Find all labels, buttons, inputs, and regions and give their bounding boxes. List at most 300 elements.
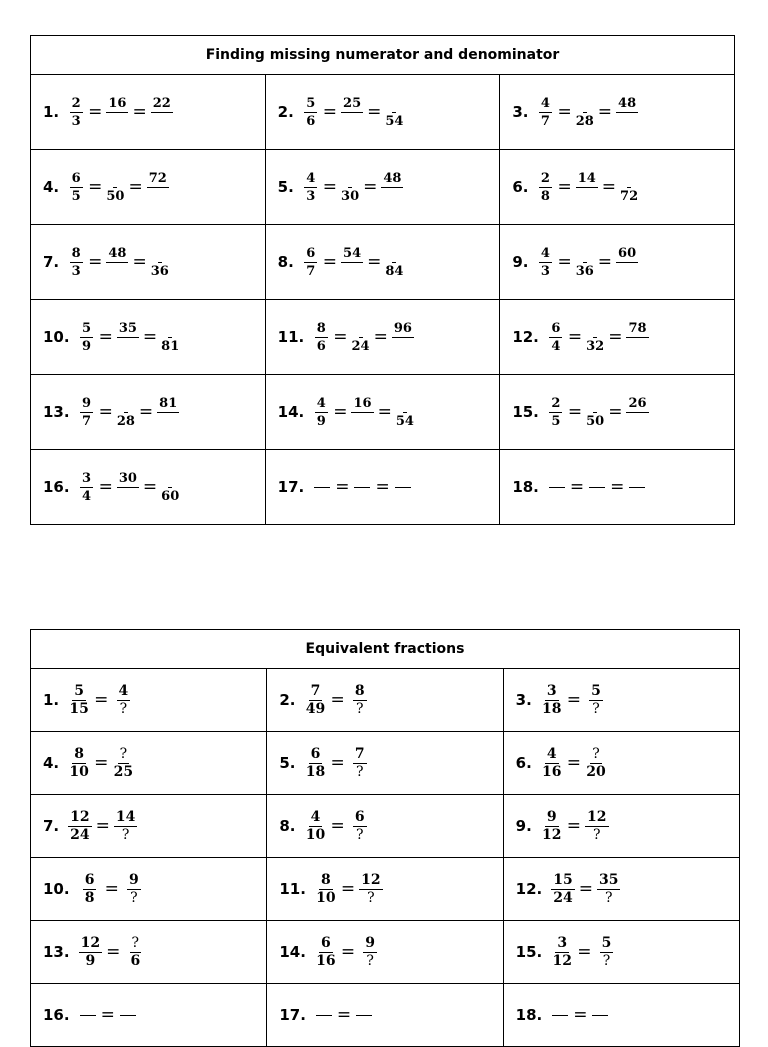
problem-cell <box>267 921 503 984</box>
problem-cell <box>500 225 735 300</box>
numerator: 60 <box>618 245 637 261</box>
table-row <box>31 75 735 150</box>
fraction <box>576 245 594 280</box>
numerator: 8 <box>74 745 85 762</box>
denominator: ? <box>119 700 128 717</box>
equals-sign: = <box>610 477 625 497</box>
numerator: 6 <box>306 245 316 261</box>
equals-sign: = <box>340 879 356 899</box>
table-row <box>31 795 740 858</box>
equals-sign: = <box>597 252 613 272</box>
equation <box>67 746 135 781</box>
denominator: 60 <box>161 488 180 504</box>
denominator: 54 <box>385 113 404 129</box>
table-row <box>31 150 735 225</box>
equals-sign: = <box>566 816 582 836</box>
problem-number: 15. <box>515 943 543 961</box>
problem <box>267 935 502 970</box>
fraction <box>303 95 319 130</box>
equals-sign: = <box>566 753 582 773</box>
blank-fraction-line <box>120 1015 136 1016</box>
problem-cell <box>503 921 739 984</box>
fraction <box>620 170 638 205</box>
numerator: 4 <box>118 682 129 699</box>
equals-sign: = <box>567 327 583 347</box>
denominator: 3 <box>540 263 550 279</box>
problem-number: 16. <box>43 478 70 496</box>
equals-sign: = <box>567 402 583 422</box>
denominator: ? <box>355 700 364 717</box>
problem <box>266 395 500 430</box>
problem <box>500 95 734 130</box>
table-row <box>31 300 735 375</box>
equation <box>547 477 648 497</box>
problem-number: 6. <box>515 754 532 772</box>
equation <box>550 1005 610 1025</box>
problem <box>500 395 734 430</box>
problem-number: 7. <box>43 817 60 835</box>
numerator: 22 <box>152 95 171 111</box>
problem-cell <box>500 375 735 450</box>
problem-cell <box>31 669 267 732</box>
fraction <box>551 935 573 970</box>
equals-sign: = <box>569 477 585 497</box>
equation <box>303 746 371 781</box>
numerator: 30 <box>118 470 137 486</box>
table-title: Finding missing numerator and denominator <box>31 36 735 75</box>
fraction <box>616 95 638 130</box>
fraction <box>359 935 381 970</box>
equals-sign: = <box>367 252 382 272</box>
denominator: ? <box>592 700 600 717</box>
fraction <box>626 320 648 355</box>
problem-number: 5. <box>279 754 296 772</box>
problem <box>267 872 502 907</box>
problem-number: 3. <box>512 103 529 121</box>
problem-number: 13. <box>43 943 70 961</box>
problem-cell <box>31 795 267 858</box>
equation <box>78 320 181 355</box>
fraction <box>79 470 95 505</box>
fraction <box>576 170 598 205</box>
equals-sign: = <box>375 477 390 497</box>
equals-sign: = <box>106 942 121 962</box>
equation <box>78 935 148 970</box>
problem <box>31 95 265 130</box>
numerator: 48 <box>618 95 637 111</box>
blank-fraction-line <box>354 487 370 488</box>
numerator: 3 <box>557 934 568 951</box>
problem-cell <box>31 375 266 450</box>
fraction <box>341 95 363 130</box>
equals-sign: = <box>340 942 356 962</box>
problem-number: 18. <box>512 478 539 496</box>
problem-number: 4. <box>43 178 60 196</box>
equation <box>312 477 413 497</box>
problem-number: 14. <box>279 943 306 961</box>
denominator: 9 <box>316 413 326 429</box>
fraction <box>151 95 173 130</box>
equals-sign: = <box>132 102 147 122</box>
denominator: 16 <box>542 763 562 780</box>
problem-number: 11. <box>279 880 306 898</box>
blank-fraction-line <box>80 1015 96 1016</box>
denominator: 8 <box>540 188 550 204</box>
fraction <box>117 395 135 430</box>
equals-sign: = <box>578 879 593 899</box>
blank-fraction-line <box>316 1015 332 1016</box>
denominator: 8 <box>84 889 95 906</box>
fraction <box>359 872 382 907</box>
numerator: 8 <box>71 245 81 261</box>
numerator <box>583 245 587 263</box>
fraction <box>79 320 95 355</box>
fraction <box>595 935 617 970</box>
equals-sign: = <box>88 177 103 197</box>
problem-number: 12. <box>515 880 543 898</box>
problem-cell <box>31 984 267 1047</box>
numerator: 26 <box>628 395 647 411</box>
problem-number: 6. <box>512 178 529 196</box>
denominator: 16 <box>316 952 336 969</box>
blank-fraction-line <box>592 1015 608 1016</box>
equals-sign: = <box>335 477 350 497</box>
numerator: 12 <box>70 808 90 825</box>
problem-number: 4. <box>43 754 60 772</box>
numerator: 4 <box>310 808 321 825</box>
problem-cell <box>31 921 267 984</box>
equals-sign: = <box>95 816 110 836</box>
problem-number: 7. <box>43 253 60 271</box>
problem-cell <box>503 669 739 732</box>
denominator: 6 <box>316 338 326 354</box>
denominator: 28 <box>116 413 135 429</box>
numerator: 6 <box>71 170 81 186</box>
fraction <box>117 320 139 355</box>
numerator: 54 <box>343 245 362 261</box>
numerator <box>583 95 587 113</box>
fraction <box>349 809 371 844</box>
denominator: 84 <box>385 263 404 279</box>
fraction <box>315 872 337 907</box>
fraction <box>112 683 134 718</box>
fraction <box>68 746 90 781</box>
problem-cell <box>503 984 739 1047</box>
denominator: 15 <box>69 700 89 717</box>
numerator: 5 <box>82 320 92 336</box>
problem <box>31 245 265 280</box>
numerator: 4 <box>306 170 316 186</box>
problem-number: 15. <box>512 403 539 421</box>
problem-number: 17. <box>277 478 305 496</box>
denominator: 24 <box>553 889 573 906</box>
equation <box>303 809 371 844</box>
equation <box>312 395 415 430</box>
fraction <box>157 395 179 430</box>
equals-sign: = <box>322 177 338 197</box>
equals-sign: = <box>138 402 154 422</box>
problem-cell <box>265 225 500 300</box>
numerator: ? <box>131 934 140 951</box>
equation <box>540 683 608 718</box>
equation <box>302 95 405 130</box>
numerator: 35 <box>118 320 137 336</box>
fraction <box>381 170 403 205</box>
problem-number: 9. <box>512 253 529 271</box>
problem-cell <box>267 984 503 1047</box>
numerator: 8 <box>321 871 331 888</box>
fraction <box>626 395 648 430</box>
numerator: 14 <box>577 170 596 186</box>
equals-sign: = <box>577 942 592 962</box>
blank-fraction-line <box>589 487 605 488</box>
equals-sign: = <box>333 402 348 422</box>
numerator: 81 <box>159 395 178 411</box>
problem-number: 8. <box>277 253 294 271</box>
numerator <box>348 170 352 188</box>
numerator <box>113 170 117 188</box>
denominator: 4 <box>82 488 92 504</box>
denominator: 72 <box>620 188 639 204</box>
numerator: 16 <box>353 395 372 411</box>
table-body <box>31 669 740 1047</box>
numerator: 4 <box>316 395 326 411</box>
numerator: 8 <box>354 682 365 699</box>
denominator: 12 <box>542 826 562 843</box>
fraction <box>537 245 553 280</box>
fraction <box>537 95 553 130</box>
equals-sign: = <box>98 477 113 497</box>
problem-number: 17. <box>279 1006 306 1024</box>
denominator: ? <box>355 763 364 780</box>
problem <box>31 470 265 505</box>
equals-sign: = <box>330 690 345 710</box>
fraction <box>304 683 326 718</box>
denominator: 7 <box>306 263 316 279</box>
problem-cell <box>265 450 500 525</box>
problem-number: 1. <box>43 691 60 709</box>
problem-cell <box>265 75 500 150</box>
denominator: ? <box>602 952 611 969</box>
equals-sign: = <box>98 402 113 422</box>
problem-cell <box>267 732 503 795</box>
problem-cell <box>31 300 266 375</box>
problem <box>31 320 265 355</box>
fraction <box>161 320 179 355</box>
problem <box>31 872 266 907</box>
denominator: 36 <box>150 263 169 279</box>
problem-cell <box>500 450 735 525</box>
fraction <box>151 245 169 280</box>
problem <box>504 746 739 781</box>
numerator: 96 <box>393 320 412 336</box>
problem-number: 10. <box>43 880 70 898</box>
problem-cell <box>267 795 503 858</box>
equation <box>536 170 639 205</box>
denominator: 24 <box>70 826 90 843</box>
problem-cell <box>31 450 266 525</box>
denominator: ? <box>367 889 375 906</box>
equals-sign: = <box>88 102 103 122</box>
problem <box>504 809 739 844</box>
denominator: ? <box>130 889 138 906</box>
fraction <box>541 809 563 844</box>
denominator: 7 <box>540 113 550 129</box>
equals-sign: = <box>557 177 572 197</box>
numerator: 14 <box>115 808 136 825</box>
fraction <box>585 746 607 781</box>
table-row <box>31 732 740 795</box>
equals-sign: = <box>322 252 338 272</box>
problem <box>31 1005 266 1025</box>
fraction <box>68 809 91 844</box>
fraction <box>161 470 179 505</box>
table-title: Equivalent fractions <box>31 630 740 669</box>
fraction <box>392 320 414 355</box>
denominator: 18 <box>305 763 326 780</box>
equals-sign: = <box>330 816 345 836</box>
fraction <box>585 809 608 844</box>
equals-sign: = <box>98 327 113 347</box>
problem-number: 13. <box>43 403 70 421</box>
fraction <box>576 95 594 130</box>
equation <box>314 1005 374 1025</box>
problem <box>504 935 739 970</box>
fraction <box>341 170 359 205</box>
fraction <box>351 320 369 355</box>
problem-cell <box>500 300 735 375</box>
numerator: 7 <box>354 745 365 762</box>
fraction <box>304 809 326 844</box>
problem-cell <box>265 150 500 225</box>
denominator: ? <box>593 826 601 843</box>
problem <box>31 809 266 844</box>
problem-number: 3. <box>515 691 532 709</box>
table-body <box>31 75 735 525</box>
numerator: 12 <box>587 808 607 825</box>
numerator: 12 <box>361 871 381 888</box>
numerator: 3 <box>546 682 557 699</box>
numerator: 12 <box>80 934 101 951</box>
problem-cell <box>31 225 266 300</box>
numerator <box>124 395 128 413</box>
denominator: 3 <box>306 188 316 204</box>
fraction <box>106 245 128 280</box>
numerator <box>403 395 407 413</box>
equals-sign: = <box>557 252 572 272</box>
numerator: 25 <box>343 95 362 111</box>
numerator <box>392 245 396 263</box>
equals-sign: = <box>94 753 109 773</box>
numerator <box>168 470 172 488</box>
equals-sign: = <box>142 327 158 347</box>
equation <box>78 1005 138 1025</box>
fraction <box>313 395 329 430</box>
table-row <box>31 225 735 300</box>
blank-fraction-line <box>629 487 645 488</box>
numerator: 16 <box>108 95 127 111</box>
equation <box>67 95 174 130</box>
table-row <box>31 375 735 450</box>
problem-cell <box>265 300 500 375</box>
problem <box>266 95 500 130</box>
numerator: 8 <box>316 320 326 336</box>
numerator: 3 <box>82 470 92 486</box>
problem <box>31 170 265 205</box>
denominator: 10 <box>69 763 89 780</box>
equals-sign: = <box>330 753 345 773</box>
numerator: 4 <box>540 245 550 261</box>
numerator: 7 <box>310 682 321 699</box>
equals-sign: = <box>573 1005 588 1025</box>
equation <box>547 320 650 355</box>
fraction <box>349 683 371 718</box>
equation <box>312 320 415 355</box>
fraction <box>303 170 319 205</box>
problem <box>266 170 500 205</box>
denominator: 5 <box>71 188 81 204</box>
problem-cell <box>503 732 739 795</box>
equation <box>536 245 639 280</box>
denominator: 6 <box>130 952 141 969</box>
numerator: 6 <box>321 934 331 951</box>
equals-sign: = <box>128 177 143 197</box>
problem <box>500 170 734 205</box>
equation <box>78 395 181 430</box>
numerator: 6 <box>551 320 561 336</box>
fraction <box>586 320 604 355</box>
fraction <box>616 245 638 280</box>
numerator: 6 <box>84 871 95 888</box>
equals-sign: = <box>367 102 382 122</box>
problem <box>31 746 266 781</box>
fraction <box>396 395 414 430</box>
problem-number: 2. <box>279 691 296 709</box>
equals-sign: = <box>104 879 119 899</box>
fraction <box>548 320 564 355</box>
numerator: 48 <box>383 170 402 186</box>
problem-number: 5. <box>277 178 294 196</box>
equation <box>540 746 608 781</box>
equals-sign: = <box>132 252 147 272</box>
denominator: 36 <box>575 263 594 279</box>
equivalent-fractions-table <box>30 629 740 1047</box>
fraction <box>586 395 604 430</box>
problem <box>504 1005 739 1025</box>
fraction <box>124 935 146 970</box>
numerator: 78 <box>628 320 647 336</box>
blank-fraction-line <box>552 1015 568 1016</box>
problem <box>500 477 734 497</box>
fraction <box>68 95 84 130</box>
table-row <box>31 984 740 1047</box>
equals-sign: = <box>333 327 348 347</box>
numerator: 5 <box>591 682 601 699</box>
denominator: 28 <box>575 113 594 129</box>
denominator: ? <box>121 826 130 843</box>
fraction <box>112 746 134 781</box>
equation <box>550 872 621 907</box>
fraction <box>537 170 553 205</box>
problem-number: 8. <box>279 817 296 835</box>
denominator: 5 <box>551 413 561 429</box>
numerator: 48 <box>108 245 127 261</box>
denominator: 12 <box>552 952 572 969</box>
denominator: 18 <box>542 700 562 717</box>
fraction <box>68 683 90 718</box>
fraction <box>68 170 84 205</box>
problem-cell <box>31 150 266 225</box>
